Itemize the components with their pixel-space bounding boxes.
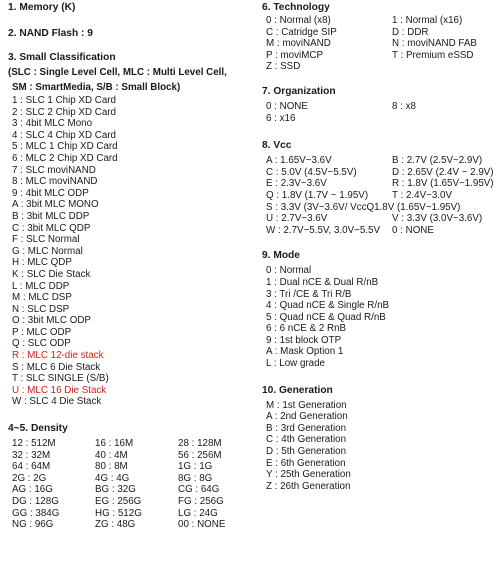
classification-item: N : SLC DSP [12,303,70,315]
technology-cell: 1 : Normal (x16) [392,15,463,26]
nand-flash-heading: 2. NAND Flash : 9 [8,28,93,39]
density-cell: AG : 16G [12,484,53,496]
classification-item: 8 : MLC moviNAND [12,176,98,188]
density-cell: 56 : 256M [178,449,222,461]
mode-item: L : Low grade [266,358,326,370]
organization-cell: 0 : NONE [266,100,308,112]
mode-item: 6 : 6 nCE & 2 RnB [266,323,347,335]
small-classification-heading: 3. Small Classification [8,52,116,63]
classification-item: Q : SLC ODP [12,338,71,350]
organization-section [262,86,498,124]
classification-item: 9 : 4bit MLC ODP [12,187,89,199]
classification-item: C : 3bit MLC QDP [12,222,91,234]
mode-item: 3 : Tri /CE & Tri R/B [266,288,352,300]
density-cell: NG : 96G [12,519,54,531]
density-cell: 28 : 128M [178,438,222,450]
mode-item: 1 : Dual nCE & Dual R/nB [266,276,379,288]
technology-cell: C : Catridge SIP [266,26,337,38]
generation-item: C : 4th Generation [266,434,347,446]
generation-item: A : 2nd Generation [266,411,348,423]
organization-cell: 6 : x16 [266,112,296,124]
mode-item: 9 : 1st block OTP [266,334,342,346]
generation-item: D : 5th Generation [266,446,347,458]
density-cell: 40 : 4M [95,449,128,461]
density-cell: 8G : 8G [178,472,213,484]
generation-item: Z : 26th Generation [266,480,351,492]
classification-item: H : MLC QDP [12,257,72,269]
vcc-cell: T : 2.4V~3.0V [392,189,453,201]
density-cell: 2G : 2G [12,472,47,484]
vcc-heading: 8. Vcc [262,140,292,152]
technology-cell: M : moviNAND [266,38,331,50]
generation-item: E : 6th Generation [266,457,346,469]
classification-item: G : MLC Normal [12,245,83,257]
mode-item: 4 : Quad nCE & Single R/nB [266,300,390,312]
classification-item: 1 : SLC 1 Chip XD Card [12,95,117,106]
technology-table [266,15,498,73]
density-cell: LG : 24G [178,507,218,519]
vcc-table-2 [266,213,498,236]
density-cell: 00 : NONE [178,519,226,531]
classification-item: 2 : SLC 2 Chip XD Card [12,106,117,118]
mode-item: A : Mask Option 1 [266,346,344,358]
vcc-cell: A : 1.65V~3.6V [266,155,332,167]
small-classification-section [8,52,250,408]
density-cell: EG : 256G [95,496,142,507]
left-column [8,0,250,531]
density-cell: 16 : 16M [95,438,134,450]
classification-item: U : MLC 16 Die Stack [12,384,107,396]
technology-cell [392,61,500,73]
density-cell: 32 : 32M [12,449,51,461]
organization-cell: 8 : x8 [392,100,416,112]
technology-section [262,2,498,73]
density-cell: 4G : 4G [95,472,130,484]
generation-item: B : 3rd Generation [266,422,347,434]
density-cell: 1G : 1G [178,461,213,473]
classification-item: O : 3bit MLC ODP [12,315,91,327]
vcc-s-row: S : 3.3V (3V~3.6V/ VccQ1.8V (1.65V~1.95V) [266,201,461,213]
classification-item: T : SLC SINGLE (S/B) [12,373,109,385]
memory-heading: 1. Memory (K) [8,2,76,13]
vcc-cell: B : 2.7V (2.5V~2.9V) [392,155,483,167]
density-cell: ZG : 48G [95,519,136,531]
vcc-cell: Q : 1.8V (1.7V ~ 1.95V) [266,189,369,201]
classification-item: R : MLC 12-die stack [12,350,104,362]
density-cell: GG : 384G [12,507,60,519]
density-cell: 80 : 8M [95,461,128,473]
technology-heading: 6. Technology [262,2,330,13]
classification-item: 4 : SLC 4 Chip XD Card [12,129,117,141]
generation-list [262,400,498,493]
generation-item: M : 1st Generation [266,399,347,411]
classification-legend-line-2: SM : SmartMedia, S/B : Small Block) [12,82,181,93]
technology-cell: N : moviNAND FAB [392,38,477,50]
technology-cell: D : DDR [392,26,429,38]
mode-list [262,265,498,369]
classification-item: S : MLC 6 Die Stack [12,361,101,373]
density-cell: 64 : 64M [12,461,51,473]
vcc-cell: 0 : NONE [392,224,434,236]
mode-item: 5 : Quad nCE & Quad R/nB [266,311,386,323]
technology-cell: P : moviMCP [266,49,323,61]
density-table [12,438,250,531]
classification-item: B : 3bit MLC DDP [12,210,90,222]
classification-item: 3 : 4bit MLC Mono [12,118,93,130]
mode-item: 0 : Normal [266,265,312,277]
mode-section [262,250,498,369]
technology-cell: T : Premium eSSD [392,49,474,61]
classification-item: 7 : SLC moviNAND [12,164,96,176]
generation-heading: 10. Generation [262,384,333,396]
classification-item: L : MLC DDP [12,280,70,292]
classification-item: 6 : MLC 2 Chip XD Card [12,152,118,164]
classification-item: P : MLC ODP [12,326,72,338]
vcc-cell: D : 2.65V (2.4V ~ 2.9V) [392,166,494,178]
right-column [262,0,498,492]
generation-section [262,385,498,493]
density-cell: DG : 128G [12,496,59,507]
classification-item: F : SLC Normal [12,234,80,246]
vcc-table [266,155,498,201]
vcc-cell: W : 2.7V~5.5V, 3.0V~5.5V [266,224,381,236]
technology-cell: 0 : Normal (x8) [266,15,331,26]
vcc-cell: C : 5.0V (4.5V~5.5V) [266,166,357,178]
organization-heading: 7. Organization [262,85,336,97]
organization-table [266,101,498,124]
mode-heading: 9. Mode [262,250,300,262]
density-cell: BG : 32G [95,484,136,496]
vcc-section [262,140,498,236]
generation-item: Y : 25th Generation [266,469,351,481]
classification-item: 5 : MLC 1 Chip XD Card [12,141,118,153]
nand-flash-section [8,28,250,40]
classification-list [8,95,250,408]
classification-item: W : SLC 4 Die Stack [12,396,102,408]
density-cell: CG : 64G [178,484,220,496]
memory-section [8,2,250,14]
density-heading: 4~5. Density [8,423,68,435]
vcc-cell: E : 2.3V~3.6V [266,178,327,190]
density-cell: 12 : 512M [12,438,56,450]
density-cell: FG : 256G [178,496,224,507]
classification-item: K : SLC Die Stack [12,268,91,280]
technology-cell: Z : SSD [266,61,301,73]
density-cell: HG : 512G [95,507,142,519]
vcc-cell: V : 3.3V (3.0V~3.6V) [392,213,483,225]
density-section [8,423,250,531]
organization-cell [392,113,500,125]
vcc-cell: U : 2.7V~3.6V [266,213,328,225]
classification-legend-line-1: (SLC : Single Level Cell, MLC : Multi Level Cell, [8,67,227,78]
classification-item: M : MLC DSP [12,292,72,304]
vcc-cell: R : 1.8V (1.65V~1.95V) [392,178,494,190]
classification-item: A : 3bit MLC MONO [12,199,99,211]
